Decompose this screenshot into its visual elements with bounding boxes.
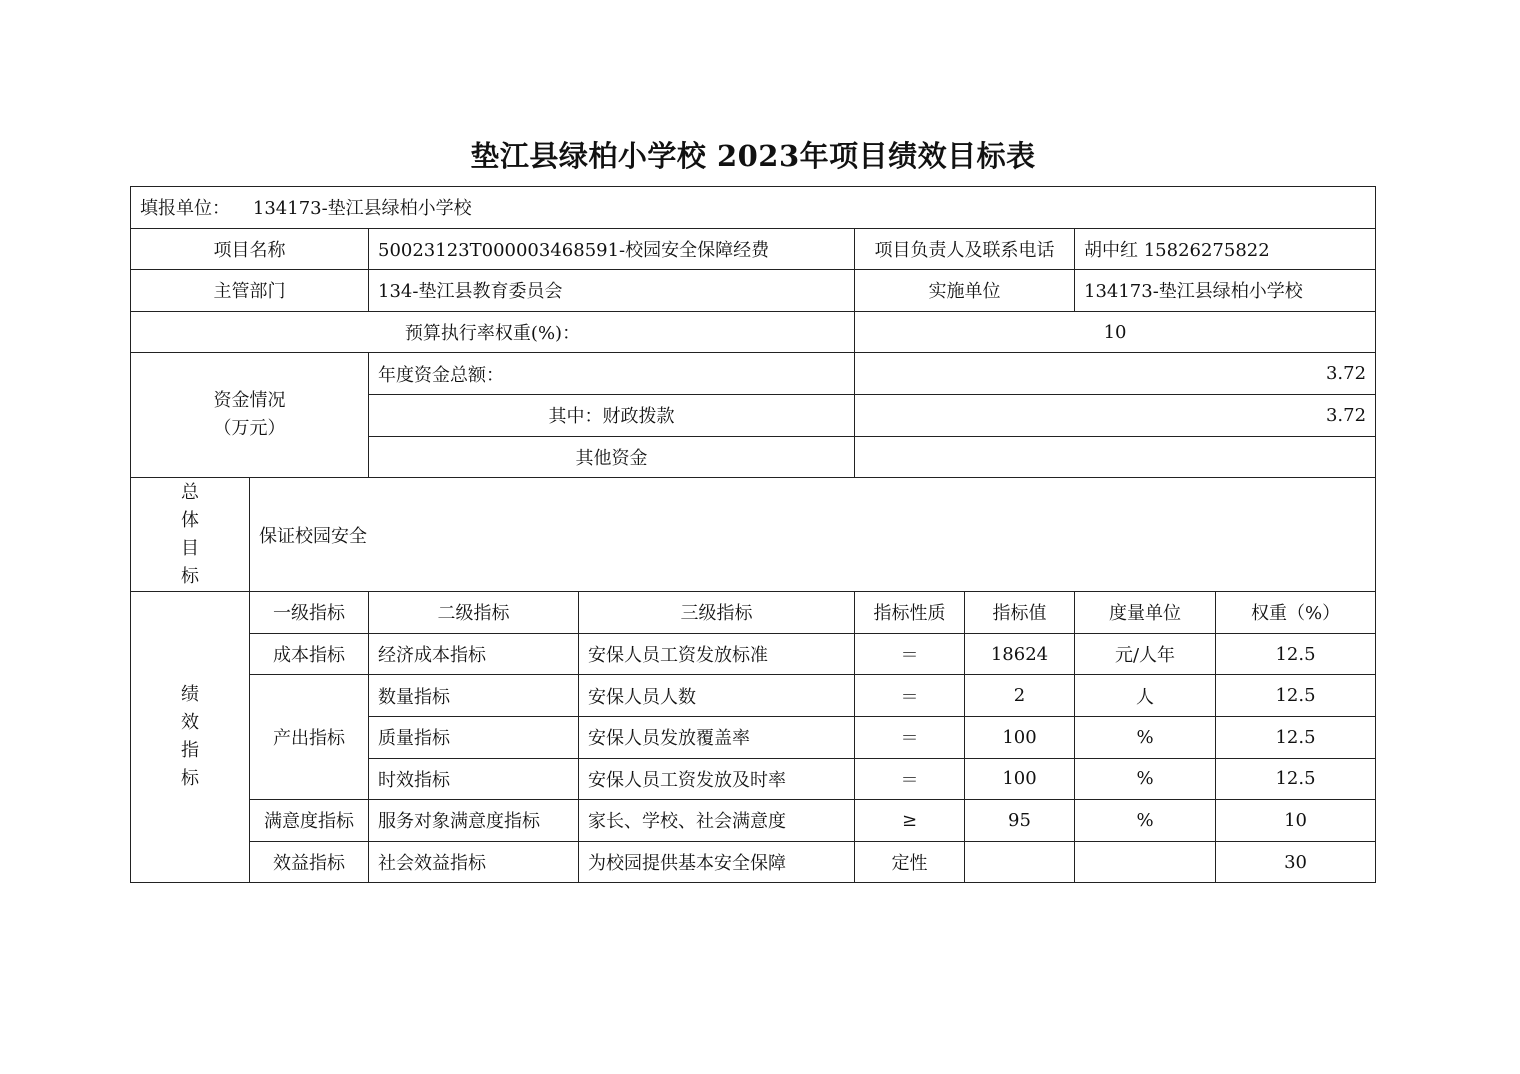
level3-cell: 安保人员工资发放标准 (579, 633, 855, 675)
header-unit: 度量单位 (1075, 592, 1216, 634)
level3-cell: 安保人员发放覆盖率 (579, 716, 855, 758)
header-weight: 权重（%） (1216, 592, 1376, 634)
indicator-header-row (131, 592, 1376, 634)
nature-cell: ≥ (855, 800, 965, 842)
overall-goal-label (131, 478, 250, 592)
goal-char-4: 标 (181, 565, 199, 587)
level3-cell: 为校园提供基本安全保障 (579, 841, 855, 883)
unit-cell: % (1075, 758, 1216, 800)
level3-cell: 家长、学校、社会满意度 (579, 800, 855, 842)
report-unit-label: 填报单位： (140, 198, 230, 220)
level1-cost: 成本指标 (250, 633, 369, 675)
funds-other-value (855, 436, 1376, 478)
perf-char-2: 效 (181, 712, 199, 734)
unit-cell: % (1075, 716, 1216, 758)
weight-cell: 12.5 (1216, 758, 1376, 800)
weight-cell: 12.5 (1216, 716, 1376, 758)
budget-weight-label: 预算执行率权重(%)： (131, 311, 855, 353)
goal-char-2: 体 (181, 509, 199, 531)
unit-cell: % (1075, 800, 1216, 842)
project-leader-value: 胡中红 15826275822 (1075, 228, 1376, 270)
funds-total-row (131, 353, 1376, 395)
department-row (131, 270, 1376, 312)
nature-cell: ＝ (855, 675, 965, 717)
weight-cell: 12.5 (1216, 633, 1376, 675)
overall-goal-row (131, 478, 1376, 592)
funds-fiscal-value: 3.72 (855, 394, 1376, 436)
level2-cell: 数量指标 (369, 675, 579, 717)
weight-cell: 10 (1216, 800, 1376, 842)
nature-cell: ＝ (855, 758, 965, 800)
header-level3: 三级指标 (579, 592, 855, 634)
value-cell: 95 (965, 800, 1075, 842)
funds-label (131, 353, 369, 478)
performance-indicator-label (131, 592, 250, 883)
department-value: 134-垫江县教育委员会 (369, 270, 855, 312)
perf-char-3: 指 (181, 740, 199, 762)
funds-other-label: 其他资金 (369, 436, 855, 478)
unit-cell: 人 (1075, 675, 1216, 717)
table-row (131, 800, 1376, 842)
level2-cell: 时效指标 (369, 758, 579, 800)
funds-label-line1: 资金情况 (213, 390, 286, 412)
goal-char-1: 总 (181, 481, 199, 503)
level2-cell: 服务对象满意度指标 (369, 800, 579, 842)
level1-satisfaction: 满意度指标 (250, 800, 369, 842)
header-level2: 二级指标 (369, 592, 579, 634)
nature-cell: ＝ (855, 633, 965, 675)
header-value: 指标值 (965, 592, 1075, 634)
report-unit-value: 134173-垫江县绿柏小学校 (252, 198, 472, 220)
value-cell: 100 (965, 758, 1075, 800)
implementing-unit-label: 实施单位 (855, 270, 1075, 312)
unit-cell (1075, 841, 1216, 883)
project-name-label: 项目名称 (131, 228, 369, 270)
page-title: 垫江县绿柏小学校 2023年项目绩效目标表 (470, 139, 1036, 173)
level2-cell: 社会效益指标 (369, 841, 579, 883)
perf-char-1: 绩 (181, 684, 199, 706)
header-level1: 一级指标 (250, 592, 369, 634)
budget-weight-value: 10 (855, 311, 1376, 353)
table-row (131, 633, 1376, 675)
funds-total-value: 3.72 (855, 353, 1376, 395)
performance-target-table (130, 186, 1376, 883)
report-unit-cell (131, 187, 1376, 229)
value-cell: 2 (965, 675, 1075, 717)
overall-goal-value: 保证校园安全 (250, 478, 1376, 592)
level1-benefit: 效益指标 (250, 841, 369, 883)
unit-cell: 元/人年 (1075, 633, 1216, 675)
department-label: 主管部门 (131, 270, 369, 312)
funds-fiscal-label: 其中：财政拨款 (369, 394, 855, 436)
weight-cell: 12.5 (1216, 675, 1376, 717)
project-leader-label: 项目负责人及联系电话 (855, 228, 1075, 270)
level2-cell: 质量指标 (369, 716, 579, 758)
level3-cell: 安保人员人数 (579, 675, 855, 717)
budget-weight-row (131, 311, 1376, 353)
table-row (131, 675, 1376, 717)
goal-char-3: 目 (181, 537, 199, 559)
implementing-unit-value: 134173-垫江县绿柏小学校 (1075, 270, 1376, 312)
value-cell (965, 841, 1075, 883)
table-row (131, 841, 1376, 883)
header-nature: 指标性质 (855, 592, 965, 634)
level2-cell: 经济成本指标 (369, 633, 579, 675)
perf-char-4: 标 (181, 768, 199, 790)
value-cell: 18624 (965, 633, 1075, 675)
funds-total-label: 年度资金总额： (369, 353, 855, 395)
report-unit-row (131, 187, 1376, 229)
funds-label-line2: （万元） (213, 418, 286, 440)
project-name-value: 50023123T000003468591-校园安全保障经费 (369, 228, 855, 270)
weight-cell: 30 (1216, 841, 1376, 883)
nature-cell: ＝ (855, 716, 965, 758)
nature-cell: 定性 (855, 841, 965, 883)
project-name-row (131, 228, 1376, 270)
value-cell: 100 (965, 716, 1075, 758)
level3-cell: 安保人员工资发放及时率 (579, 758, 855, 800)
level1-output: 产出指标 (250, 675, 369, 800)
